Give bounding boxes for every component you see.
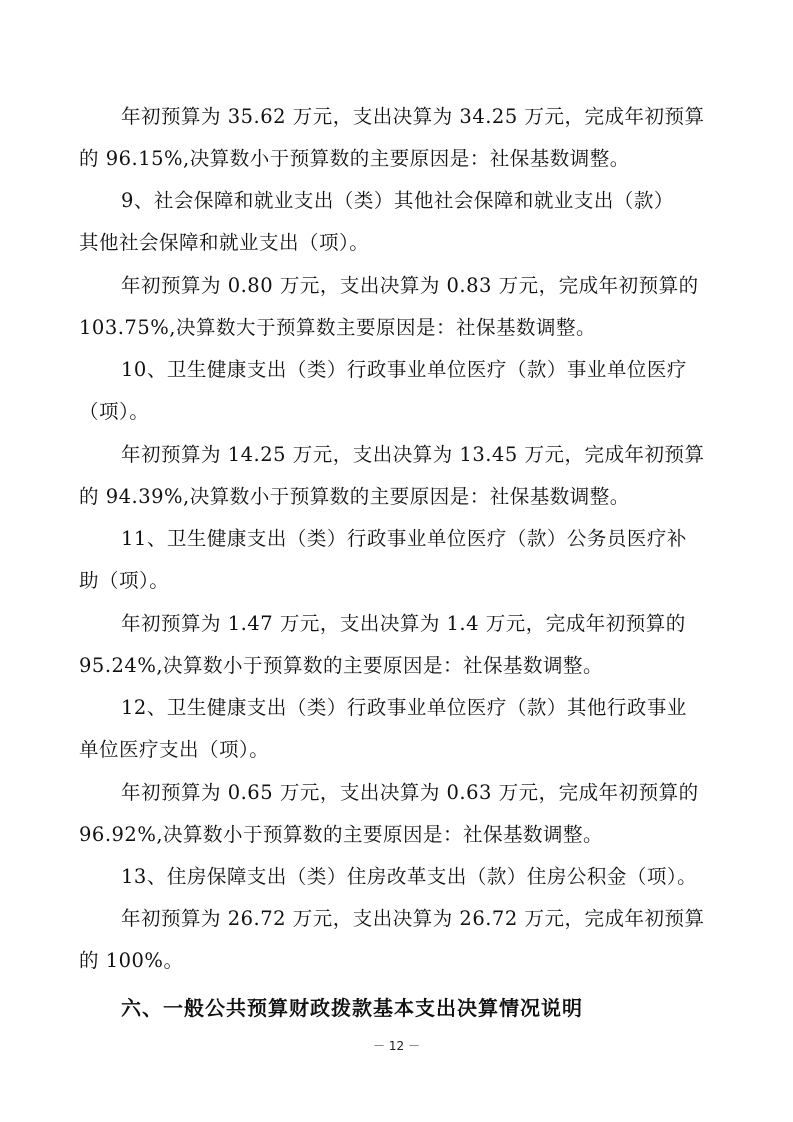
section-heading: 六、一般公共预算财政拨款基本支出决算情况说明 [121, 996, 583, 1020]
paragraph-line: 的 96.15%,决算数小于预算数的主要原因是：社保基数调整。 [79, 147, 630, 170]
paragraph-line: 103.75%,决算数大于预算数主要原因是：社保基数调整。 [79, 316, 596, 339]
paragraph-line: 96.92%,决算数小于预算数的主要原因是：社保基数调整。 [79, 823, 604, 846]
section-item-title: 13、住房保障支出（类）住房改革支出（款）住房公积金（项）。 [121, 865, 698, 888]
section-item-title: 11、卫生健康支出（类）行政事业单位医疗（款）公务员医疗补 [121, 527, 687, 550]
paragraph-line: 年初预算为 26.72 万元，支出决算为 26.72 万元，完成年初预算 [121, 907, 705, 930]
section-item-title: 其他社会保障和就业支出（项）。 [79, 231, 370, 254]
section-item-title: （项）。 [79, 400, 150, 423]
paragraph-line: 年初预算为 0.80 万元，支出决算为 0.83 万元，完成年初预算的 [121, 274, 699, 297]
paragraph-line: 的 100%。 [79, 949, 184, 972]
section-item-title: 9、社会保障和就业支出（类）其他社会保障和就业支出（款） [121, 189, 674, 212]
paragraph-line: 年初预算为 14.25 万元，支出决算为 13.45 万元，完成年初预算 [121, 443, 705, 466]
section-item-title: 10、卫生健康支出（类）行政事业单位医疗（款）事业单位医疗 [121, 358, 687, 381]
page-number: － 12 － [373, 1039, 420, 1053]
section-item-title: 助（项）。 [79, 569, 170, 592]
paragraph-line: 的 94.39%,决算数小于预算数的主要原因是：社保基数调整。 [79, 485, 630, 508]
paragraph-line: 年初预算为 35.62 万元，支出决算为 34.25 万元，完成年初预算 [121, 105, 705, 128]
paragraph-line: 年初预算为 0.65 万元，支出决算为 0.63 万元，完成年初预算的 [121, 781, 699, 804]
paragraph-line: 年初预算为 1.47 万元，支出决算为 1.4 万元，完成年初预算的 [121, 612, 686, 635]
section-item-title: 12、卫生健康支出（类）行政事业单位医疗（款）其他行政事业 [121, 696, 687, 719]
section-item-title: 单位医疗支出（项）。 [79, 738, 270, 761]
paragraph-line: 95.24%,决算数小于预算数的主要原因是：社保基数调整。 [79, 654, 604, 677]
